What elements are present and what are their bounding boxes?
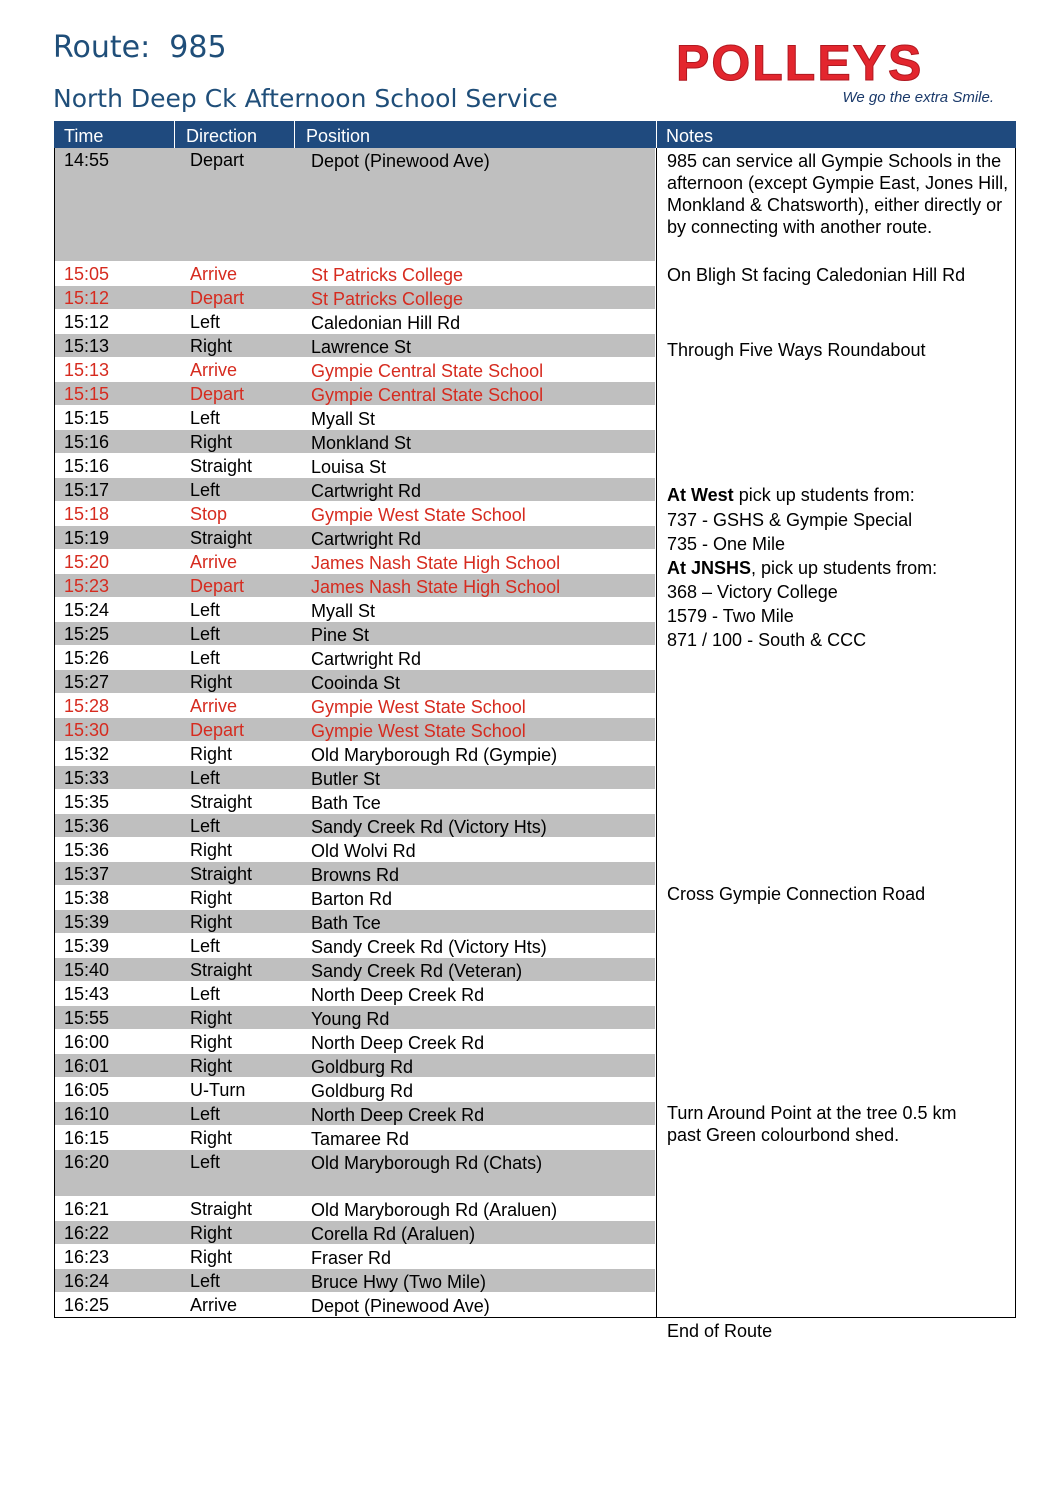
row-time: 16:24 <box>64 1271 110 1291</box>
row-time: 16:00 <box>64 1032 110 1052</box>
note-end-route: End of Route <box>667 1321 773 1341</box>
row-position: Old Maryborough Rd (Gympie) <box>311 745 558 765</box>
row-position: Monkland St <box>311 433 412 453</box>
note-at-jnshs-rest: , pick up students from: <box>751 558 938 578</box>
row-position: Fraser Rd <box>311 1248 392 1268</box>
row-direction: Right <box>190 1247 233 1267</box>
row-position: Sandy Creek Rd (Victory Hts) <box>311 937 547 957</box>
row-direction: Left <box>190 816 221 836</box>
row-direction: Straight <box>190 528 253 548</box>
note-at-west-bold: At West <box>667 485 734 505</box>
row-direction: Right <box>190 1056 233 1076</box>
row-direction: Left <box>190 1152 221 1172</box>
row-time: 15:18 <box>64 504 110 524</box>
row-time: 15:32 <box>64 744 110 764</box>
row-time: 15:55 <box>64 1008 110 1028</box>
row-time: 15:36 <box>64 816 110 836</box>
table-frame <box>54 148 1016 1318</box>
row-direction: Right <box>190 1032 233 1052</box>
row-time: 15:27 <box>64 672 110 692</box>
note-737: 737 - GSHS & Gympie Special <box>667 510 913 530</box>
row-time: 15:12 <box>64 312 110 332</box>
note-at-west-rest: pick up students from: <box>733 485 915 505</box>
row-time: 15:37 <box>64 864 110 884</box>
row-time: 15:16 <box>64 432 110 452</box>
row-time: 15:13 <box>64 336 110 356</box>
row-time: 15:05 <box>64 264 110 284</box>
row-position: Cooinda St <box>311 673 401 693</box>
row-direction: Left <box>190 312 221 332</box>
row-direction: Right <box>190 672 233 692</box>
row-time: 15:17 <box>64 480 110 500</box>
row-direction: Arrive <box>190 1295 238 1315</box>
row-position: Depot (Pinewood Ave) <box>311 151 490 171</box>
row-time: 15:36 <box>64 840 110 860</box>
col-notes-header: Notes <box>666 126 714 146</box>
row-time: 15:19 <box>64 528 110 548</box>
row-direction: Right <box>190 888 233 908</box>
row-time: 16:21 <box>64 1199 110 1219</box>
timetable <box>54 121 1016 1341</box>
row-position: Sandy Creek Rd (Victory Hts) <box>311 817 547 837</box>
row-time: 15:43 <box>64 984 110 1004</box>
row-direction: Depart <box>190 150 245 170</box>
note-cross-connection: Cross Gympie Connection Road <box>667 884 926 904</box>
row-direction: Straight <box>190 792 253 812</box>
row-time: 16:23 <box>64 1247 110 1267</box>
row-position: Cartwright Rd <box>311 649 422 669</box>
note-five-ways: Through Five Ways Roundabout <box>667 340 926 360</box>
row-time: 16:01 <box>64 1056 110 1076</box>
row-direction: Left <box>190 936 221 956</box>
row-direction: Left <box>190 1104 221 1124</box>
row-position: Gympie West State School <box>311 505 526 525</box>
row-direction: U-Turn <box>190 1080 246 1100</box>
row-position: North Deep Creek Rd <box>311 1105 485 1125</box>
row-time: 15:24 <box>64 600 110 620</box>
row-position: Browns Rd <box>311 865 400 885</box>
col-time-header: Time <box>64 126 104 146</box>
row-position: Caledonian Hill Rd <box>311 313 461 333</box>
row-position: Young Rd <box>311 1009 390 1029</box>
row-time: 16:10 <box>64 1104 110 1124</box>
note-service-scope: 985 can service all Gympie Schools in the afternoon (except Gympie East, Jones Hill, Monkland & Chatsworth), either directly or by connecting with another route. <box>667 151 1009 237</box>
row-direction: Right <box>190 1223 233 1243</box>
row-time: 15:25 <box>64 624 110 644</box>
row-position: Old Wolvi Rd <box>311 841 416 861</box>
polleys-logo <box>676 35 1016 118</box>
row-time: 15:23 <box>64 576 110 596</box>
note-turn-around: Turn Around Point at the tree 0.5 km past Green colourbond shed. <box>667 1103 957 1145</box>
row-position: Corella Rd (Araluen) <box>311 1224 476 1244</box>
row-position: James Nash State High School <box>311 553 561 573</box>
note-1579: 1579 - Two Mile <box>667 606 794 626</box>
row-direction: Left <box>190 768 221 788</box>
row-position: Gympie West State School <box>311 697 526 717</box>
row-position: Bath Tce <box>311 793 381 813</box>
row-position: Depot (Pinewood Ave) <box>311 1296 490 1316</box>
row-direction: Right <box>190 1008 233 1028</box>
row-direction: Straight <box>190 864 253 884</box>
row-time: 15:33 <box>64 768 110 788</box>
col-direction-header: Direction <box>186 126 258 146</box>
row-position: Butler St <box>311 769 381 789</box>
row-direction: Arrive <box>190 552 238 572</box>
row-position: North Deep Creek Rd <box>311 985 485 1005</box>
logo-tagline: We go the extra Smile. <box>842 89 994 106</box>
row-position: Myall St <box>311 601 376 621</box>
table-header <box>54 121 1016 148</box>
row-time: 16:25 <box>64 1295 110 1315</box>
note-368: 368 – Victory College <box>667 582 838 602</box>
row-position: Sandy Creek Rd (Veteran) <box>311 961 523 981</box>
row-direction: Right <box>190 912 233 932</box>
row-direction: Depart <box>190 576 245 596</box>
row-time: 15:39 <box>64 936 110 956</box>
row-time: 15:38 <box>64 888 110 908</box>
note-bligh-st: On Bligh St facing Caledonian Hill Rd <box>667 265 966 285</box>
row-position: Louisa St <box>311 457 387 477</box>
row-direction: Right <box>190 744 233 764</box>
note-871-100: 871 / 100 - South & CCC <box>667 630 867 650</box>
row-time: 16:22 <box>64 1223 110 1243</box>
row-time: 15:28 <box>64 696 110 716</box>
row-time: 16:20 <box>64 1152 110 1172</box>
row-position: Barton Rd <box>311 889 393 909</box>
row-direction: Left <box>190 600 221 620</box>
note-735: 735 - One Mile <box>667 534 786 554</box>
row-direction: Left <box>190 648 221 668</box>
row-time: 15:40 <box>64 960 110 980</box>
row-direction: Depart <box>190 720 245 740</box>
row-position: St Patricks College <box>311 289 464 309</box>
row-direction: Right <box>190 840 233 860</box>
row-time: 15:26 <box>64 648 110 668</box>
row-position: Gympie Central State School <box>311 385 544 405</box>
row-time: 15:35 <box>64 792 110 812</box>
row-direction: Left <box>190 1271 221 1291</box>
row-time: 15:30 <box>64 720 110 740</box>
row-direction: Left <box>190 480 221 500</box>
row-time: 16:15 <box>64 1128 110 1148</box>
row-position: Gympie West State School <box>311 721 526 741</box>
row-time: 15:16 <box>64 456 110 476</box>
row-time: 15:39 <box>64 912 110 932</box>
row-time: 15:20 <box>64 552 110 572</box>
row-direction: Stop <box>190 504 228 524</box>
row-direction: Straight <box>190 960 253 980</box>
row-position: Lawrence St <box>311 337 412 357</box>
row-direction: Arrive <box>190 360 238 380</box>
row-position: Old Maryborough Rd (Araluen) <box>311 1200 558 1220</box>
row-position: Gympie Central State School <box>311 361 544 381</box>
row-direction: Depart <box>190 384 245 404</box>
row-position: Tamaree Rd <box>311 1129 410 1149</box>
route-title: Route: 985 <box>53 30 227 65</box>
row-time: 15:13 <box>64 360 110 380</box>
col-position-header: Position <box>306 126 371 146</box>
row-position: Myall St <box>311 409 376 429</box>
row-position: St Patricks College <box>311 265 464 285</box>
row-position: Old Maryborough Rd (Chats) <box>311 1153 543 1173</box>
row-position: Pine St <box>311 625 370 645</box>
row-time: 14:55 <box>64 150 110 170</box>
row-position: Bruce Hwy (Two Mile) <box>311 1272 487 1292</box>
row-direction: Left <box>190 984 221 1004</box>
row-direction: Left <box>190 624 221 644</box>
logo-wordmark: POLLEYS <box>676 35 924 91</box>
row-direction: Straight <box>190 456 253 476</box>
row-position: Bath Tce <box>311 913 381 933</box>
row-position: Goldburg Rd <box>311 1081 414 1101</box>
service-title: North Deep Ck Afternoon School Service <box>53 84 558 113</box>
row-direction: Arrive <box>190 696 238 716</box>
row-position: Goldburg Rd <box>311 1057 414 1077</box>
row-position: Cartwright Rd <box>311 481 422 501</box>
row-direction: Depart <box>190 288 245 308</box>
row-time: 16:05 <box>64 1080 110 1100</box>
row-direction: Right <box>190 336 233 356</box>
row-time: 15:15 <box>64 408 110 428</box>
row-direction: Straight <box>190 1199 253 1219</box>
row-direction: Arrive <box>190 264 238 284</box>
row-position: North Deep Creek Rd <box>311 1033 485 1053</box>
row-direction: Right <box>190 432 233 452</box>
row-position: James Nash State High School <box>311 577 561 597</box>
note-at-jnshs-bold: At JNSHS <box>667 558 752 578</box>
row-time: 15:12 <box>64 288 110 308</box>
row-direction: Left <box>190 408 221 428</box>
row-direction: Right <box>190 1128 233 1148</box>
row-time: 15:15 <box>64 384 110 404</box>
row-position: Cartwright Rd <box>311 529 422 549</box>
